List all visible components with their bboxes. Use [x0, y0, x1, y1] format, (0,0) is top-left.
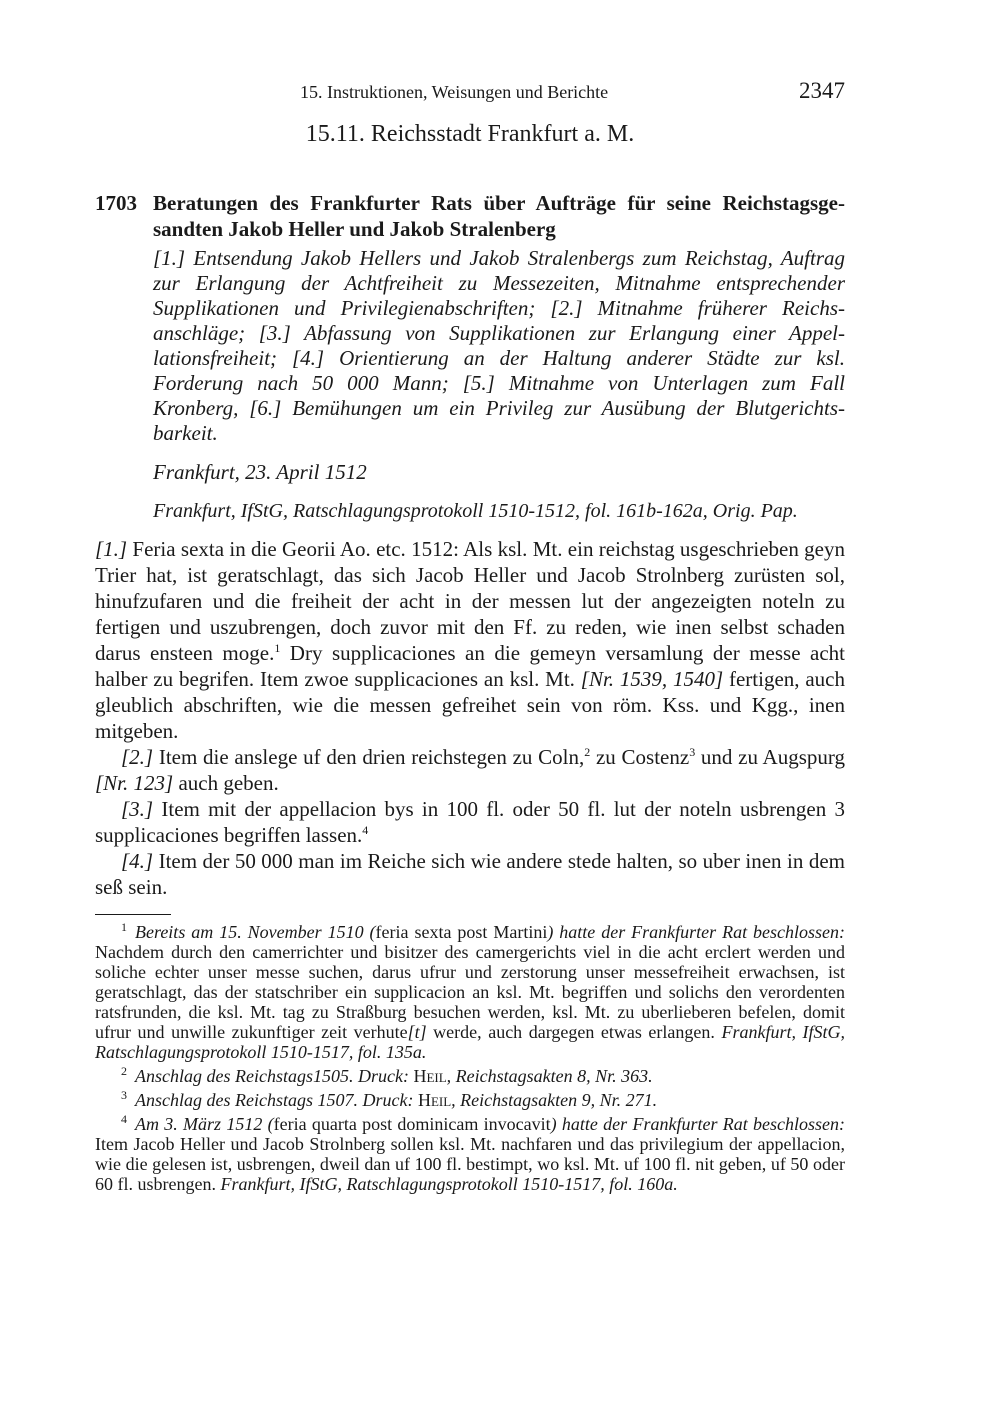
footnote-text: feria sexta post Martini: [375, 922, 548, 942]
paragraph-text: Feria sexta in die Georii Ao. etc. 1512: Als ksl. Mt. ein reichstag usgeschrieben geyn Trier hat, ist geratschlagt, das sich Jacob Heller und Jacob Strolnberg zurüsten sol, hinufzufaren und die freiheit der acht in der messen lut der angezeigten noteln zu fertigen und uszubrengen, doch zuvor mit den Ff. zu reden, wie inen selbst schaden darus ensteen moge.: [95, 537, 845, 665]
document-date: Frankfurt, 23. April 1512: [153, 460, 367, 484]
paragraph-text: auch geben.: [173, 771, 279, 795]
paragraph-text: Item der 50 000 man im Reiche sich wie andere stede halten, so uber inen in dem seß sein.: [95, 849, 845, 899]
footnote-number: 3: [121, 1088, 127, 1102]
footnote-text: Frankfurt, IfStG, Ratschlagungsprotokoll 1510-1517, fol. 135a.: [95, 1022, 845, 1062]
footnote-4: [95, 1114, 845, 1194]
footnote-1: [95, 922, 845, 1062]
footnote-text: , Reichstagsakten 8, Nr. 363.: [446, 1066, 653, 1086]
paragraph-text: zu Costenz: [590, 745, 690, 769]
footnote-marker[interactable]: 2: [584, 745, 591, 759]
author-name: Heil: [413, 1066, 447, 1086]
footnote-2: [95, 1066, 845, 1086]
footnote-text: Anschlag des Reichstags 1507. Druck:: [135, 1090, 418, 1110]
footnote-3: [95, 1090, 845, 1110]
footnote-marker[interactable]: 3: [689, 745, 696, 759]
paragraph-text: Item mit der appellacion bys in 100 fl. oder 50 fl. lut der noteln usbrengen 3 supplicaciones begriffen lassen.: [95, 797, 845, 847]
footnotes: [95, 922, 845, 1198]
footnote-divider: [95, 914, 171, 915]
paragraph-1: [95, 536, 845, 744]
paragraph-2: [95, 744, 845, 796]
footnote-number: 4: [121, 1112, 127, 1126]
document-title: Beratungen des Frankfurter Rats über Aufträge für seine Reichstagsgesandten Jakob Heller und Jakob Stralenberg: [153, 191, 845, 241]
paragraph-text: und zu Augspurg: [695, 745, 845, 769]
footnote-number: 2: [121, 1064, 127, 1078]
paragraph-4: [95, 848, 845, 900]
footnote-marker[interactable]: 4: [362, 823, 369, 837]
paragraph-number: [2.]: [121, 745, 154, 769]
paragraph-number: [4.]: [121, 849, 154, 873]
document-source: Frankfurt, IfStG, Ratschlagungsprotokoll 1510-1512, fol. 161b-162a, Orig. Pap.: [153, 500, 798, 522]
footnote-text: ) hatte der Frankfurter Rat beschlossen:: [547, 922, 846, 942]
section-title: 15.11. Reichsstadt Frankfurt a. M.: [305, 121, 635, 147]
paragraph-number: [1.]: [95, 537, 128, 561]
paragraph-text: Item die anslege uf den drien reichstegen zu Coln,: [153, 745, 585, 769]
footnote-text: Bereits am 15. November 1510 (: [135, 922, 376, 942]
main-text: [95, 536, 845, 900]
paragraph-number: [3.]: [121, 797, 154, 821]
running-head: [95, 80, 845, 106]
cross-reference: [Nr. 1539, 1540]: [580, 667, 724, 691]
footnote-text: ) hatte der Frankfurter Rat beschlossen:: [550, 1114, 845, 1134]
author-name: Heil: [417, 1090, 452, 1110]
running-title: 15. Instruktionen, Weisungen und Berichte: [300, 82, 609, 102]
paragraph-text: Dry supplicaciones an die gemeyn versamlung der messe acht halber zu begrifen. Item zwoe supplicaciones an ksl. Mt.: [95, 641, 845, 691]
document-entry: [95, 190, 845, 524]
footnote-text: Am 3. März 1512 (: [135, 1114, 274, 1134]
document-number: 1703: [95, 191, 137, 215]
footnote-number: 1: [121, 920, 127, 934]
footnote-text: Nachdem durch den camerrichter und bisitzer des camergerichts viel in die acht erclert werden und soliche echter unser messe suchen, darus ufrur und zerstorung unser messefreiheit erwachsen, ist geratschlagt, das der statschriber ein supplicacion an ksl. Mt. begriffen und solichs den verordenten ratsfrunden, die ksl. Mt. tag zu Straßburg besuchen werden, ksl. Mt. zu uberlieberen befelen, domit ufrur und unwille zukunftiger zeit verhute: [95, 942, 845, 1042]
paragraph-3: [95, 796, 845, 848]
footnote-text: [t]: [407, 1022, 427, 1042]
footnote-text: Anschlag des Reichstags1505. Druck:: [135, 1066, 414, 1086]
footnote-marker[interactable]: 1: [274, 641, 281, 655]
paragraph-text: fertigen, auch gleublich abschriften, wie die messen gefreihet sein von röm. Kss. und Kgg., inen mitgeben.: [95, 667, 845, 743]
footnote-text: feria quarta post dominicam invocavit: [273, 1114, 551, 1134]
footnote-text: , Reichstagsakten 9, Nr. 271.: [451, 1090, 658, 1110]
document-heading: [95, 190, 845, 242]
footnote-text: Frankfurt, IfStG, Ratschlagungsprotokoll 1510-1517, fol. 160a.: [220, 1174, 678, 1194]
page-number: 2347: [799, 78, 845, 103]
cross-reference: [Nr. 123]: [95, 771, 174, 795]
document-regest: [1.] Entsendung Jakob Hellers und Jakob Stralenbergs zum Reichstag, Auftrag zur Erlangung der Achtfreiheit zu Messezeiten, Mitnahme entsprechender Supplikationen und Privilegienabschriften; [2.] Mitnahme früherer Reichsanschläge; [3.] Abfassung von Supplikationen zur Erlangung einer Appellationsfreiheit; [4.] Orientierung an der Haltung anderer Städte zur ksl. Forderung nach 50 000 Mann; [5.] Mitnahme von Unterlagen zum Fall Kronberg, [6.] Bemühungen um ein Privileg zur Ausübung der Blutgerichtsbarkeit.: [153, 246, 845, 445]
footnote-text: Item Jacob Heller und Jacob Strolnberg sollen ksl. Mt. nachfaren und das privilegium der appellacion, wie die gelesen ist, usbrengen, dweil dan uf 100 fl. bestimpt, wo ksl. Mt. uf 100 fl. nit geben, uf 50 oder 60 fl. usbrengen.: [95, 1134, 845, 1194]
footnote-text: werde, auch dargegen etwas erlangen.: [426, 1022, 722, 1042]
